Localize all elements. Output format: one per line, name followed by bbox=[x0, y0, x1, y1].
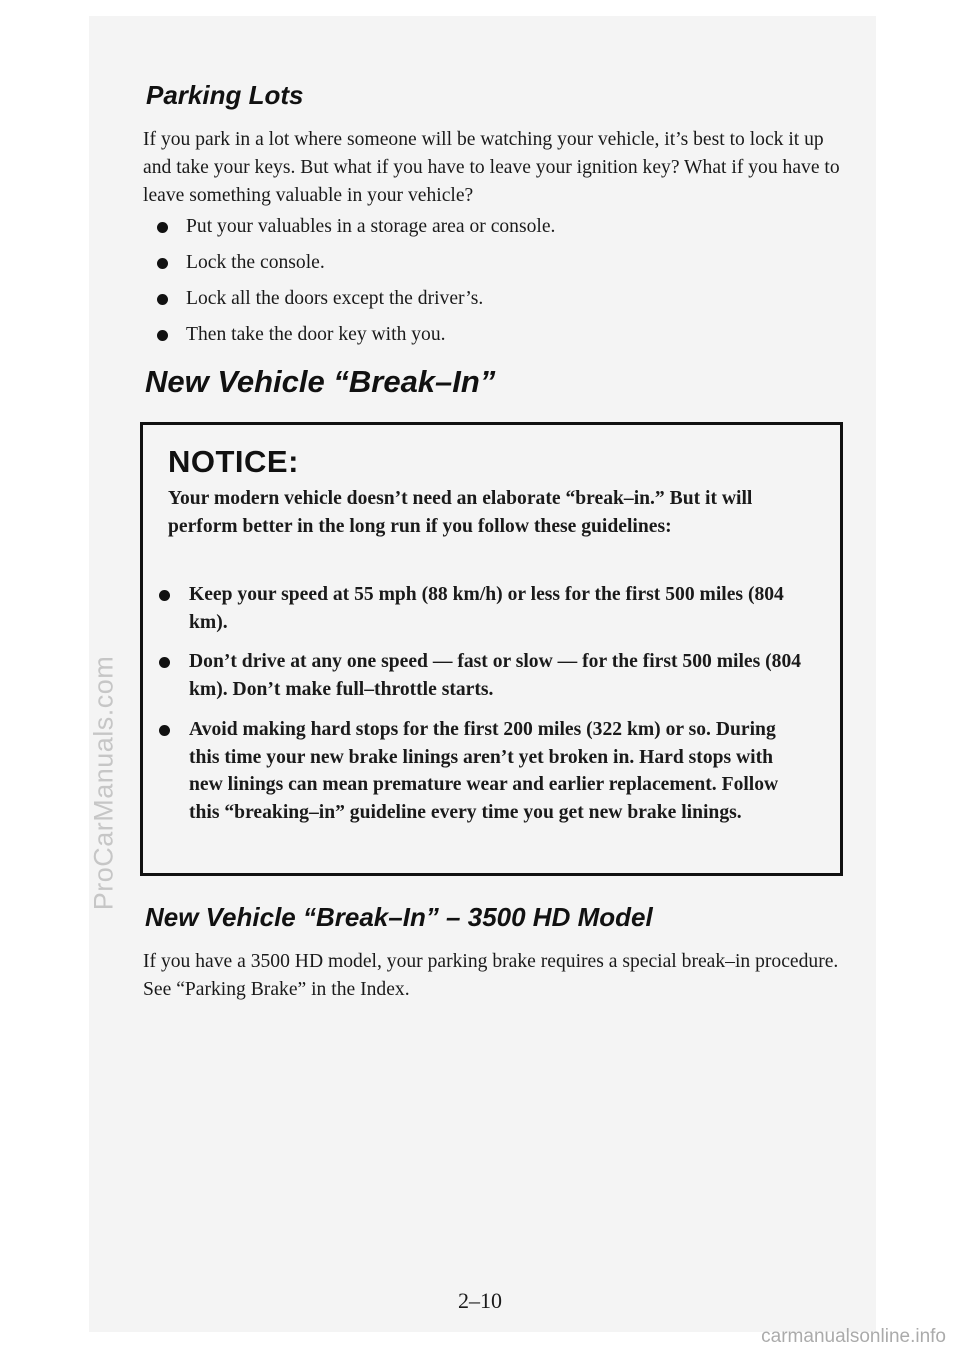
bullet-dot-icon bbox=[157, 222, 168, 233]
bullet-dot-icon bbox=[157, 330, 168, 341]
parking-lots-heading: Parking Lots bbox=[146, 80, 304, 110]
bullet-dot-icon bbox=[159, 725, 170, 736]
footer-watermark: carmanualsonline.info bbox=[761, 1326, 946, 1347]
page-number: 2–10 bbox=[458, 1288, 502, 1313]
notice-bullet-item bbox=[189, 581, 809, 636]
parking-bullet-text: Lock the console. bbox=[186, 252, 325, 273]
notice-bullet-text: Don’t drive at any one speed — fast or slow — for the first 500 miles (804 km). Don’t make full–throttle starts. bbox=[189, 651, 802, 700]
notice-intro: Your modern vehicle doesn’t need an elaborate “break–in.” But it will perform better in the long run if you follow these guidelines: bbox=[168, 488, 753, 537]
bullet-dot-icon bbox=[159, 657, 170, 668]
parking-bullet-item bbox=[186, 287, 483, 311]
notice-bullet-text: Keep your speed at 55 mph (88 km/h) or less for the first 500 miles (804 km). bbox=[189, 584, 784, 633]
hd-model-heading: New Vehicle “Break–In” – 3500 HD Model bbox=[145, 902, 653, 932]
notice-bullet-item bbox=[189, 716, 809, 826]
notice-bullet-item bbox=[189, 648, 809, 703]
parking-lots-paragraph: If you park in a lot where someone will be watching your vehicle, it’s best to lock it up and take your keys. But what if you have to leave your ignition key? What if you have to leave something valuable in your vehicle? bbox=[143, 129, 840, 206]
parking-bullet-item bbox=[186, 215, 555, 239]
parking-bullet-item bbox=[186, 323, 446, 347]
break-in-heading: New Vehicle “Break–In” bbox=[145, 364, 496, 399]
bullet-dot-icon bbox=[157, 294, 168, 305]
bullet-dot-icon bbox=[159, 590, 170, 601]
bullet-dot-icon bbox=[157, 258, 168, 269]
parking-bullet-text: Then take the door key with you. bbox=[186, 324, 446, 345]
notice-title: NOTICE: bbox=[168, 444, 299, 479]
parking-bullet-text: Put your valuables in a storage area or console. bbox=[186, 216, 556, 237]
parking-bullet-item bbox=[186, 251, 325, 275]
side-watermark: ProCarManuals.com bbox=[88, 655, 119, 911]
parking-bullet-text: Lock all the doors except the driver’s. bbox=[186, 288, 484, 309]
hd-model-paragraph: If you have a 3500 HD model, your parking brake requires a special break–in procedure. See “Parking Brake” in the Index. bbox=[143, 951, 839, 1000]
notice-bullet-text: Avoid making hard stops for the first 200 miles (322 km) or so. During this time your new brake linings aren’t yet broken in. Hard stops with new linings can mean premature wear and earlier replacement. Follow this “breaking–in” guideline every time you get new brake linings. bbox=[189, 719, 779, 823]
